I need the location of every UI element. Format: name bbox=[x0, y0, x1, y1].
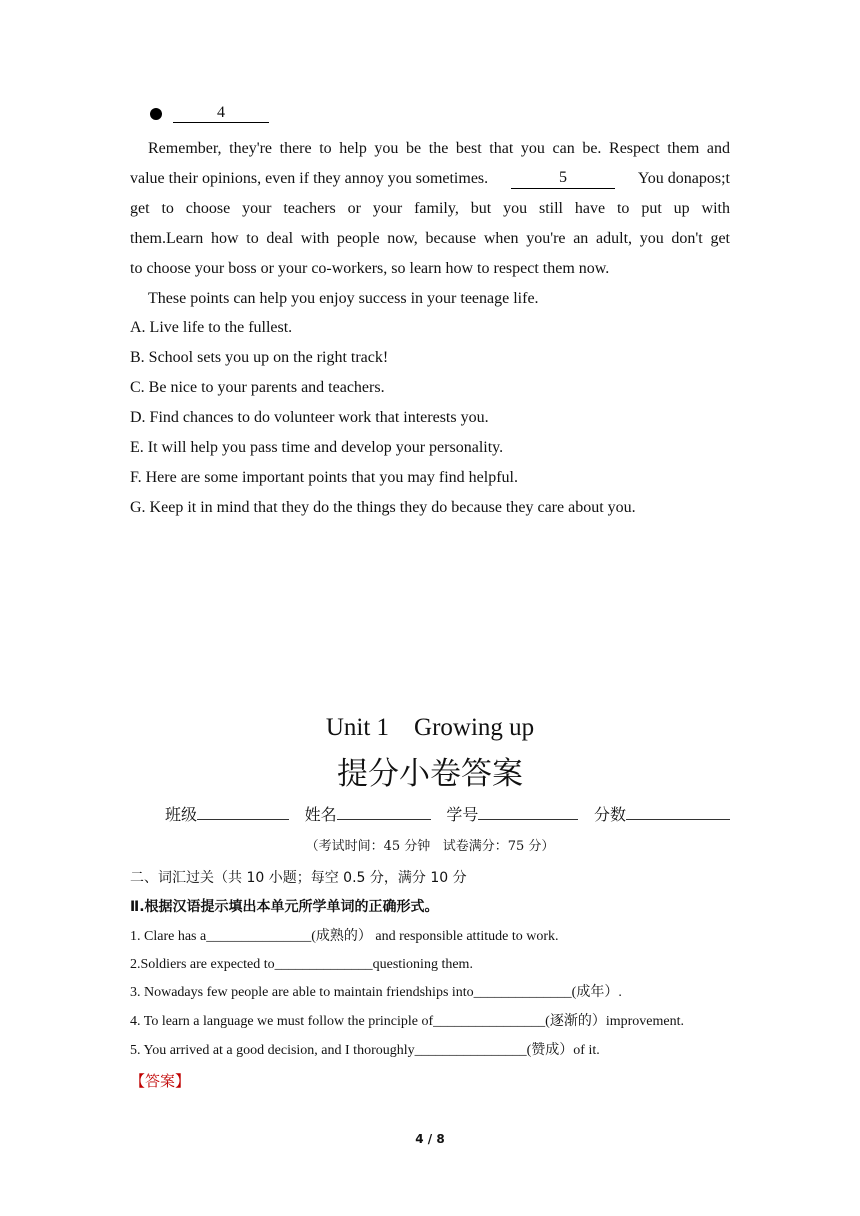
unit-title: Unit 1 Growing up bbox=[325, 714, 535, 741]
passage-line-2-pre: value their opinions, even if they annoy you sometimes. bbox=[130, 170, 489, 187]
bullet-dot bbox=[150, 108, 162, 120]
blank-4: 4 bbox=[173, 104, 269, 123]
question-2: 2.Soldiers are expected to______________questioning them. bbox=[130, 957, 473, 972]
time-note: （考试时间：45 分钟 试卷满分：75 分） bbox=[305, 839, 555, 854]
question-5: 5. You arrived at a good decision, and I thoroughly________________(赞成）of it. bbox=[130, 1043, 600, 1058]
passage-closing: These points can help you enjoy success in your teenage life. bbox=[148, 290, 539, 307]
field-id-label: 学号 bbox=[446, 805, 479, 824]
section-heading: 二、词汇过关（共 10 小题；每空 0.5 分，满分 10 分 bbox=[130, 870, 467, 886]
passage-line-3: get to choose your teachers or your family, but you still have to put up with bbox=[130, 200, 730, 217]
field-name-blank bbox=[337, 805, 431, 820]
blank-5: 5 bbox=[511, 169, 615, 189]
option-e: E. It will help you pass time and develop your personality. bbox=[130, 439, 504, 456]
field-score-label: 分数 bbox=[593, 805, 626, 824]
option-g: G. Keep it in mind that they do the things they do because they care about you. bbox=[130, 499, 636, 516]
answer-label: 【答案】 bbox=[130, 1072, 191, 1090]
option-b: B. School sets you up on the right track! bbox=[130, 349, 389, 366]
field-class-label: 班级 bbox=[165, 805, 198, 824]
field-score bbox=[594, 805, 730, 825]
option-a: A. Live life to the fullest. bbox=[130, 319, 293, 336]
passage-line-1: Remember, they're there to help you be the best that you can be. Respect them and bbox=[148, 140, 730, 157]
field-name bbox=[305, 805, 431, 825]
passage-line-2-post: You donapos;t bbox=[637, 170, 730, 187]
option-f: F. Here are some important points that you may find helpful. bbox=[130, 469, 518, 486]
field-id bbox=[446, 805, 578, 825]
field-class-blank bbox=[197, 805, 289, 820]
passage-line-4: them.Learn how to deal with people now, because when you're an adult, you don't get bbox=[130, 230, 730, 247]
field-score-blank bbox=[626, 805, 730, 820]
section-subheading: Ⅱ.根据汉语提示填出本单元所学单词的正确形式。 bbox=[130, 899, 439, 915]
question-4: 4. To learn a language we must follow the principle of________________(逐渐的）improvement. bbox=[130, 1014, 684, 1029]
paper-title: 提分小卷答案 bbox=[337, 756, 523, 792]
field-name-label: 姓名 bbox=[304, 805, 337, 824]
passage-line-2 bbox=[130, 169, 730, 189]
field-class bbox=[165, 805, 289, 825]
question-1: 1. Clare has a_______________(成熟的） and responsible attitude to work. bbox=[130, 929, 559, 944]
passage-line-5: to choose your boss or your co-workers, so learn how to respect them now. bbox=[130, 260, 610, 277]
question-3: 3. Nowadays few people are able to maintain friendships into______________(成年）. bbox=[130, 985, 622, 1000]
option-d: D. Find chances to do volunteer work that interests you. bbox=[130, 409, 489, 426]
student-info-row bbox=[165, 805, 730, 825]
option-c: C. Be nice to your parents and teachers. bbox=[130, 379, 385, 396]
field-id-blank bbox=[478, 805, 578, 820]
page-number: 4 / 8 bbox=[415, 1132, 445, 1146]
